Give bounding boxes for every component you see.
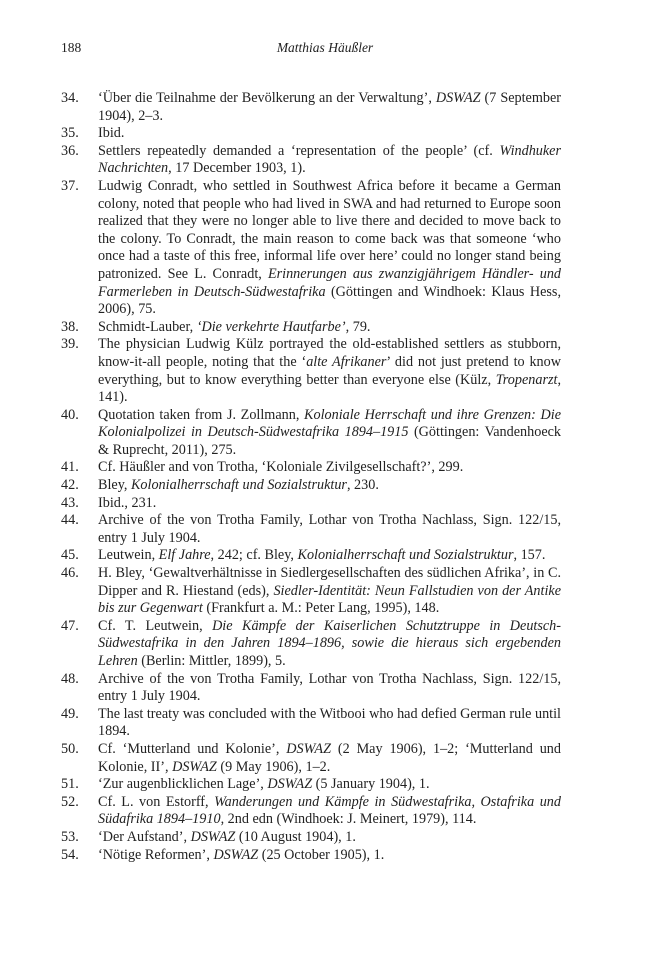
endnote-number: 48. [61, 670, 79, 687]
endnote-number: 39. [61, 336, 79, 353]
endnote-number: 53. [61, 828, 79, 845]
note-text-run: ‘Zur augenblicklichen Lage’, [98, 776, 268, 793]
endnote-text [98, 706, 561, 741]
running-head: Matthias Häußler [276, 40, 374, 55]
note-text-run: Cf. Häußler and von Trotha, ‘Koloniale Zivilgesellschaft?’, 299. [98, 459, 464, 476]
endnote [61, 565, 561, 618]
note-text-run: Cf. L. von Estorff, [98, 793, 215, 810]
note-text-run: Archive of the von Trotha Family, Lothar von Trotha Nachlass, Sign. 122/15, entry 1 July 1904. [98, 512, 561, 546]
note-text-run: (9 May 1906), 1–2. [216, 758, 331, 775]
italic-title: DSWAZ [267, 776, 313, 793]
endnote-number: 51. [61, 776, 79, 793]
endnote-number: 46. [61, 565, 79, 582]
note-text-run: Ibid. [98, 125, 125, 142]
note-text-run: H. Bley, ‘Gewaltverhältnisse in Siedlergesellschaften des südlichen Afrika’, in C. Dipper and R. Hiestand (eds), [98, 565, 561, 599]
endnote-text [98, 565, 561, 618]
note-text-run: Leutwein, [98, 547, 159, 564]
note-text-run: Bley, [98, 477, 131, 494]
endnote-text [98, 618, 561, 671]
endnote-number: 37. [61, 177, 79, 194]
endnote [61, 671, 561, 706]
endnote-number: 40. [61, 406, 79, 423]
endnote-text [98, 143, 561, 178]
note-text-run: The physician Ludwig Külz portrayed the old-established settlers as stubborn, know-it-all people, noting that the ‘ [98, 336, 561, 370]
endnote [61, 477, 561, 495]
note-text-run: Quotation taken from J. Zollmann, [98, 406, 305, 423]
endnote [61, 319, 561, 337]
endnote-text [98, 829, 561, 847]
note-text-run: (10 August 1904), 1. [235, 828, 356, 845]
note-text-run: Ludwig Conradt, who settled in Southwest Africa before it became a German colony, noted that people who had lived in SWA and had returned to Europe soon realized that they were no longer able to live there and decided to move back to the colony. To Conradt, the main reason to come back was that someone ‘who once had a taste of this free, informal life over here’ could no longer stand being patronized. See L. Conradt, [98, 177, 561, 282]
note-text-run: ‘Nötige Reformen’, [98, 846, 214, 863]
italic-title: Windhuker Nachrichten [98, 142, 561, 177]
endnote-number: 38. [61, 318, 79, 335]
note-text-run: (25 October 1905), 1. [258, 846, 385, 863]
endnote [61, 178, 561, 319]
note-text-run: ‘Der Aufstand’, [98, 828, 191, 845]
endnote-number: 45. [61, 547, 79, 564]
endnote-text [98, 407, 561, 460]
italic-title: DSWAZ [435, 90, 481, 106]
endnote-text [98, 547, 561, 565]
note-text-run: Ibid., 231. [98, 494, 157, 511]
endnote-text [98, 90, 561, 125]
italic-title: ‘Die verkehrte Hautfarbe’ [196, 318, 346, 335]
endnote-text [98, 794, 561, 829]
note-text-run: , 230. [346, 477, 379, 494]
endnote [61, 336, 561, 406]
note-text-run: Cf. ‘Mutterland und Kolonie’, [98, 740, 287, 757]
endnote [61, 495, 561, 513]
endnote [61, 90, 561, 125]
endnotes-list [61, 90, 561, 864]
endnote-number: 54. [61, 846, 79, 863]
page-number: 188 [61, 40, 82, 55]
italic-title: DSWAZ [286, 740, 331, 757]
endnote-text [98, 477, 561, 495]
note-text-run: ’ did not just pretend to know everything, but to know everything better than everyone else (Külz, [98, 353, 561, 388]
endnote-text [98, 178, 561, 319]
endnote-text [98, 336, 561, 406]
note-text-run: (2 May 1906), 1–2; ‘Mutterland und Kolonie, II’, [98, 740, 561, 775]
endnote-number: 36. [61, 142, 79, 159]
endnote-number: 52. [61, 793, 79, 810]
note-text-run: , 2nd edn (Windhoek: J. Meinert, 1979), 114. [220, 811, 477, 828]
endnote [61, 125, 561, 143]
note-text-run: The last treaty was concluded with the Witbooi who had defied German rule until 1894. [98, 705, 561, 740]
note-text-run: , 157. [513, 547, 546, 564]
italic-title: Erinnerungen aus zwanzigjährigem Händler- und Farmerleben in Deutsch-Südwestafrika [98, 265, 562, 300]
endnote-text [98, 741, 561, 776]
endnote [61, 829, 561, 847]
endnote [61, 706, 561, 741]
endnote-number: 43. [61, 494, 79, 511]
note-text-run: (7 September 1904), 2–3. [98, 90, 561, 124]
endnote-number: 49. [61, 705, 79, 722]
endnote [61, 776, 561, 794]
endnote-text [98, 776, 561, 794]
endnote-number: 34. [61, 90, 79, 106]
endnote [61, 143, 561, 178]
note-text-run: (5 January 1904), 1. [312, 776, 430, 793]
note-text-run: , 141). [98, 371, 561, 406]
italic-title: Koloniale Herrschaft und ihre Grenzen: Die Kolonialpolizei in Deutsch-Südwestafrika 1894–1915 [98, 406, 561, 441]
endnote [61, 512, 561, 547]
italic-title: Tropenarzt [495, 371, 558, 388]
italic-title: Kolonialherrschaft und Sozialstruktur [130, 477, 347, 494]
italic-title: Wanderungen und Kämpfe in Südwestafrika, Ostafrika und Südafrika 1894–1910 [98, 793, 561, 828]
endnote-number: 35. [61, 125, 79, 142]
endnote [61, 618, 561, 671]
endnote-number: 47. [61, 617, 79, 634]
italic-title: Siedler-Identität: Neun Fallstudien von der Antike bis zur Gegenwart [98, 582, 562, 617]
endnote [61, 459, 561, 477]
note-text-run: Settlers repeatedly demanded a ‘representation of the people’ (cf. [98, 142, 500, 159]
endnote-text [98, 125, 561, 143]
note-text-run: (Berlin: Mittler, 1899), 5. [137, 653, 286, 669]
endnote [61, 847, 561, 865]
endnote [61, 741, 561, 776]
note-text-run: (Göttingen: Vandenhoeck & Ruprecht, 2011), 275. [98, 424, 562, 458]
note-text-run: (Frankfurt a. M.: Peter Lang, 1995), 148. [202, 600, 440, 617]
note-text-run: , 79. [345, 318, 371, 335]
note-text-run: (Göttingen and Windhoek: Klaus Hess, 2006), 75. [98, 283, 561, 318]
endnote [61, 407, 561, 460]
note-text-run: ‘Über die Teilnahme der Bevölkerung an der Verwaltung’, [98, 90, 436, 106]
italic-title: Elf Jahre [158, 547, 211, 564]
note-text-run: Cf. T. Leutwein, [98, 617, 213, 634]
italic-title: Kolonialherrschaft und Sozialstruktur [297, 547, 514, 564]
italic-title: DSWAZ [213, 846, 259, 863]
endnote-text [98, 671, 561, 706]
note-text-run: , 242; cf. Bley, [210, 547, 298, 564]
endnote-text [98, 459, 561, 477]
note-text-run: , 17 December 1903, 1). [168, 160, 306, 177]
italic-title: Die Kämpfe der Kaiserlichen Schutztruppe in Deutsch-Südwestafrika in den Jahren 1894–1896, sowie die hieraus sich ergebenden Lehren [98, 617, 562, 669]
endnote-text [98, 319, 561, 337]
endnote-number: 41. [61, 459, 79, 476]
endnote-text [98, 495, 561, 513]
endnote-number: 42. [61, 477, 79, 494]
italic-title: alte Afrikaner [306, 353, 387, 370]
endnote-text [98, 847, 561, 865]
endnote-number: 44. [61, 512, 79, 529]
note-text-run: Archive of the von Trotha Family, Lothar von Trotha Nachlass, Sign. 122/15, entry 1 July 1904. [98, 670, 561, 705]
endnote [61, 794, 561, 829]
note-text-run: Schmidt-Lauber, [98, 318, 197, 335]
endnote [61, 547, 561, 565]
italic-title: DSWAZ [172, 758, 217, 775]
italic-title: DSWAZ [190, 828, 236, 845]
endnote-text [98, 512, 561, 547]
endnote-number: 50. [61, 740, 79, 757]
